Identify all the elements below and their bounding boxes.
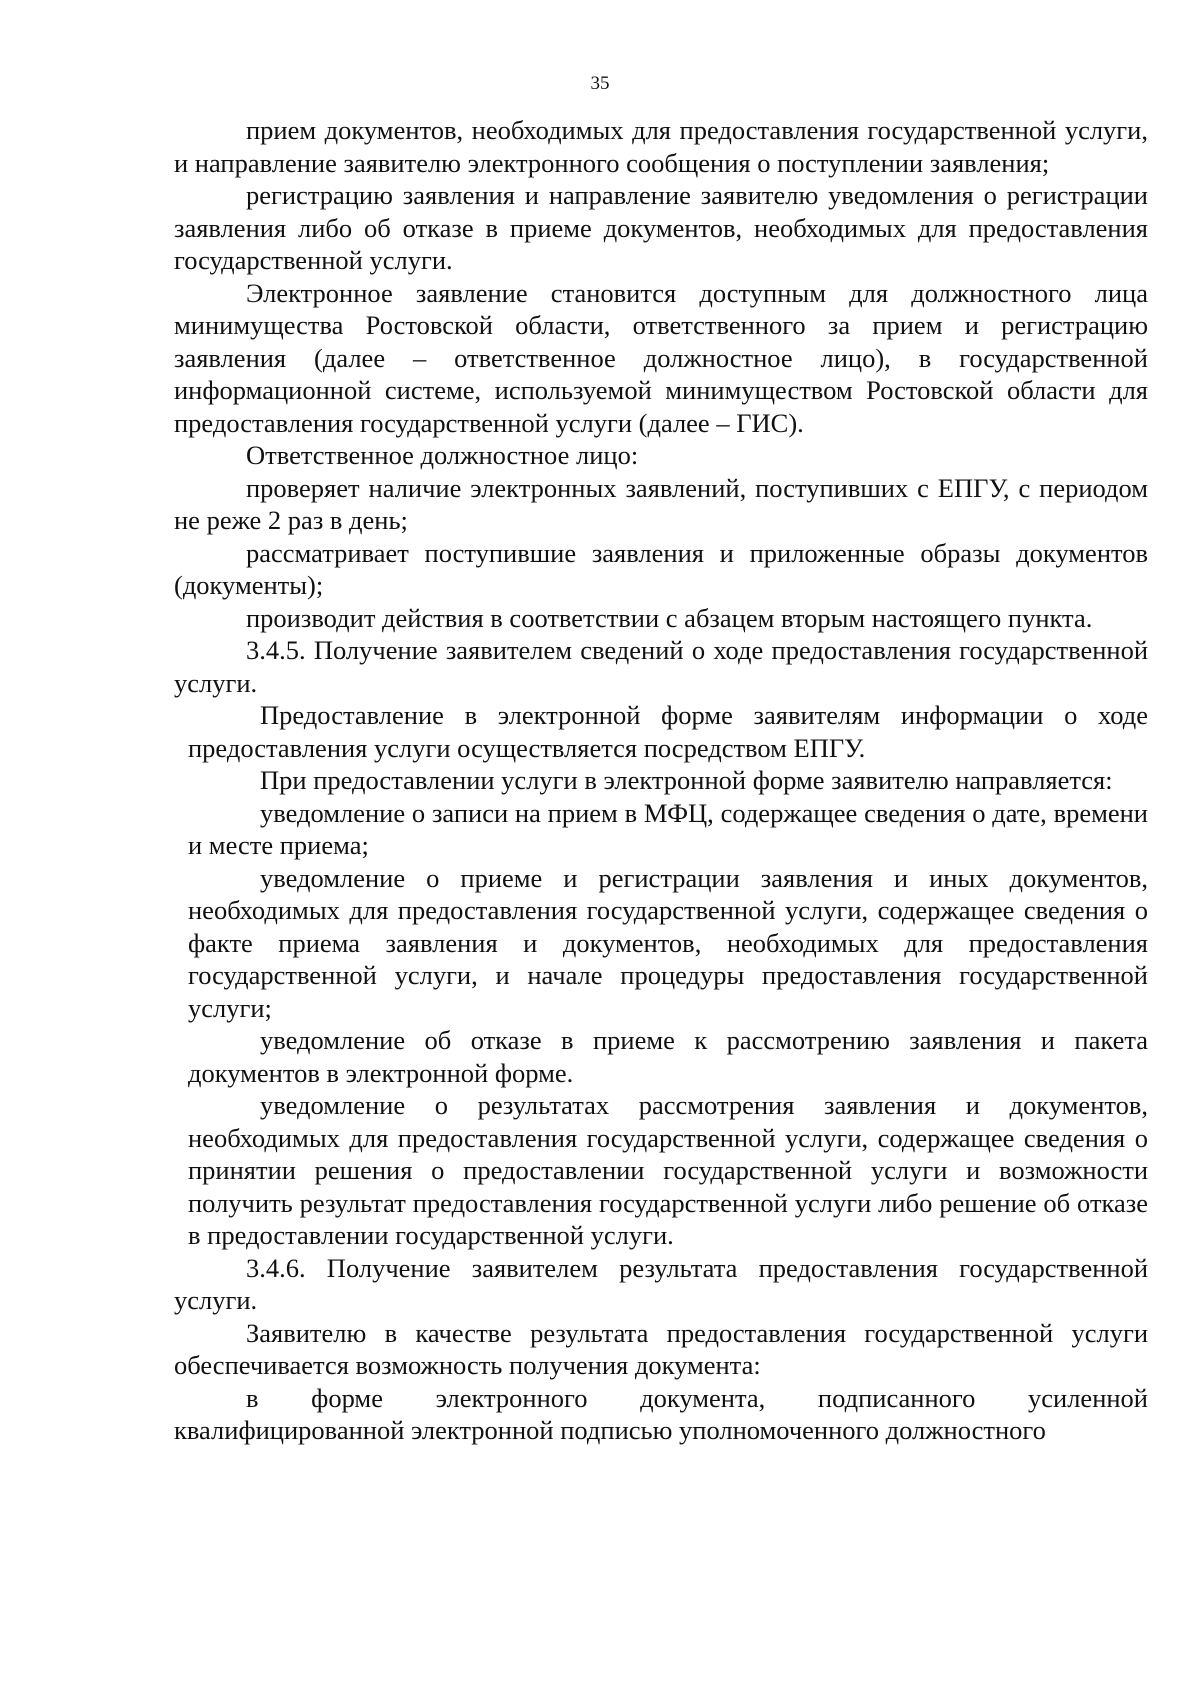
paragraph: При предоставлении услуги в электронной форме заявителю направляется: [260, 765, 1113, 795]
paragraph: рассматривает поступившие заявления и приложенные образы документов (документы); [174, 537, 1148, 600]
page-number: 35 [590, 73, 610, 94]
paragraph: Заявителю в качестве результата предоставления государственной услуги обеспечивается возможность получения документа: [174, 1317, 1148, 1380]
paragraph: Предоставление в электронной форме заявителям информации о ходе предоставления услуги осуществляется посредством ЕПГУ. [188, 700, 1148, 763]
paragraph: в форме электронного документа, подписанного усиленной квалифицированной электронной подписью уполномоченного должностного [174, 1382, 1148, 1445]
paragraph: уведомление о записи на прием в МФЦ, содержащее сведения о дате, времени и месте приема; [188, 797, 1148, 860]
paragraph: уведомление о результатах рассмотрения заявления и документов, необходимых для предоставления государственной услуги, содержащее сведения о принятии решения о предоставлении государственной услуги и возможности получить результат предоставления государственной услуги либо решение об отказе в предоставлении государственной услуги. [188, 1090, 1148, 1250]
paragraph: прием документов, необходимых для предоставления государственной услуги, и направление заявителю электронного сообщения о поступлении заявления; [174, 115, 1148, 178]
paragraph: производит действия в соответствии с абзацем вторым настоящего пункта. [246, 602, 1093, 633]
section-heading-3-4-6: 3.4.6. Получение заявителем результата предоставления государственной услуги. [174, 1252, 1148, 1315]
paragraph: проверяет наличие электронных заявлений, поступивших с ЕПГУ, с периодом не реже 2 раз в день; [174, 472, 1148, 535]
paragraph: Электронное заявление становится доступным для должностного лица минимущества Ростовской области, ответственного за прием и регистрацию заявления (далее – ответственное должностное лицо), в государственной информационной системе, используемой минимуществом Ростовской области для предоставления государственной услуги (далее – ГИС). [174, 277, 1148, 438]
document-body [174, 114, 1148, 1447]
paragraph: регистрацию заявления и направление заявителю уведомления о регистрации заявления либо об отказе в приеме документов, необходимых для предоставления государственной услуги. [174, 180, 1148, 275]
paragraph: Ответственное должностное лицо: [246, 440, 639, 470]
section-heading-3-4-5: 3.4.5. Получение заявителем сведений о ходе предоставления государственной услуги. [174, 635, 1148, 698]
paragraph: уведомление об отказе в приеме к рассмотрению заявления и пакета документов в электронной форме. [188, 1025, 1148, 1088]
paragraph: уведомление о приеме и регистрации заявления и иных документов, необходимых для предоставления государственной услуги, содержащее сведения о факте приема заявления и документов, необходимых для предоставления государственной услуги, и начале процедуры предоставления государственной услуги; [188, 862, 1148, 1023]
